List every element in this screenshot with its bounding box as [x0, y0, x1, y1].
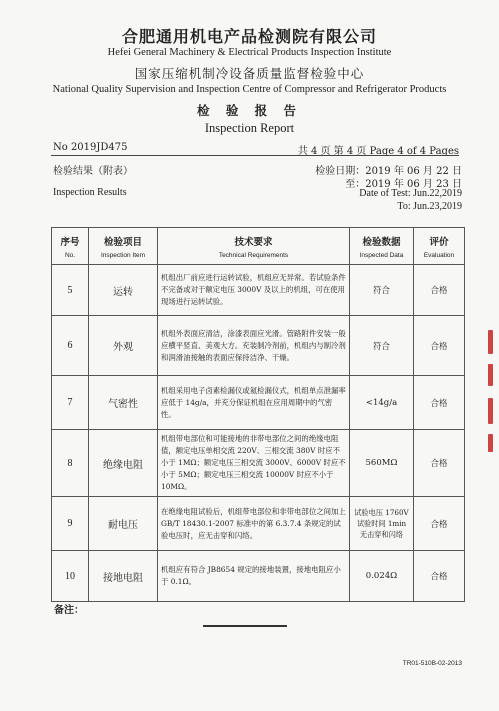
row-evaluation: 合格 — [414, 551, 465, 602]
report-title-en: Inspection Report — [204, 121, 295, 135]
row-evaluation: 合格 — [414, 497, 465, 551]
row-data: 试验电压 1760V 试验时间 1min 无击穿和闪络 — [350, 497, 414, 551]
results-label-cn: 检验结果（附表） — [53, 166, 133, 177]
report-title-cn: 检 验 报 告 — [196, 103, 303, 118]
row-data: 符合 — [350, 316, 414, 376]
seal-fragment — [488, 364, 493, 386]
results-label-en: Inspection Results — [53, 187, 127, 198]
row-no: 6 — [52, 316, 89, 376]
table-row — [52, 430, 465, 497]
to-date-en: To: Jun.23,2019 — [397, 201, 462, 212]
row-requirements: 机组出厂前应进行运转试验，机组应无异常。若试验条件不完备或对于额定电压 3000V 及以上的机组，可在使用现场进行运转试验。 — [158, 265, 350, 316]
signature-line — [203, 625, 287, 627]
header-rule — [51, 155, 459, 156]
remarks-label: 备注： — [54, 605, 84, 616]
row-requirements: 在绝缘电阻试验后，机组带电部位和非带电部位之间加上 GB/T 18430.1-2007 标准中的第 6.3.7.4 条规定的试验电压时，应无击穿和闪络。 — [158, 497, 350, 551]
row-data: 符合 — [350, 265, 414, 316]
table-row — [52, 316, 465, 376]
test-date-cn: 检验日期：2019 年 06 月 22 日 — [315, 166, 462, 177]
center-name-cn: 国家压缩机制冷设备质量监督检验中心 — [134, 66, 365, 81]
col-header-no: 序号 No. — [52, 228, 89, 265]
col-header-item: 检验项目 Inspection Item — [89, 228, 158, 265]
row-evaluation: 合格 — [414, 316, 465, 376]
row-item: 气密性 — [89, 376, 158, 430]
col-header-evaluation: 评价 Evaluation — [414, 228, 465, 265]
row-requirements: 机组外表面应清洁，涂漆表面应光滑。管路附件安装一般应横平竖直、美观大方。充装制冷剂前，机组内与制冷剂和润滑油接触的表面应保持洁净、干燥。 — [158, 316, 350, 376]
row-no: 8 — [52, 430, 89, 497]
seal-fragment — [488, 434, 493, 452]
results-table — [51, 227, 465, 602]
test-date-en: Date of Test: Jun.22,2019 — [359, 188, 462, 199]
row-item: 运转 — [89, 265, 158, 316]
row-no: 7 — [52, 376, 89, 430]
row-no: 10 — [52, 551, 89, 602]
row-evaluation: 合格 — [414, 376, 465, 430]
report-number: No 2019JD475 — [53, 142, 128, 153]
row-data: 0.024Ω — [350, 551, 414, 602]
seal-fragment — [488, 398, 493, 424]
seal-fragment — [488, 330, 493, 354]
table-row — [52, 497, 465, 551]
table-row — [52, 265, 465, 316]
table-row — [52, 376, 465, 430]
row-evaluation: 合格 — [414, 265, 465, 316]
row-requirements: 机组采用电子卤素检漏仪或氦检漏仪式，机组单点泄漏率应低于 14g/a，并充分保证机组在应用周期中的气密性。 — [158, 376, 350, 430]
row-item: 接地电阻 — [89, 551, 158, 602]
row-item: 绝缘电阻 — [89, 430, 158, 497]
col-header-data: 检验数据 Inspected Data — [350, 228, 414, 265]
row-item: 外观 — [89, 316, 158, 376]
row-item: 耐电压 — [89, 497, 158, 551]
row-data: <14g/a — [350, 376, 414, 430]
row-evaluation: 合格 — [414, 430, 465, 497]
row-no: 5 — [52, 265, 89, 316]
page-count: 共 4 页 第 4 页 Page 4 of 4 Pages — [297, 146, 459, 157]
center-name-en: National Quality Supervision and Inspection Centre of Compressor and Refrigerator Products — [52, 84, 447, 95]
row-data: 560MΩ — [350, 430, 414, 497]
table-row — [52, 551, 465, 602]
col-header-requirements: 技术要求 Technical Requirements — [158, 228, 350, 265]
row-requirements: 机组带电部位和可能接地的非带电部位之间的绝缘电阻值，额定电压单相交流 220V、三相交流 380V 时应不小于 1MΩ；额定电压三相交流 3000V、6000V 时应不小于 5MΩ；额定电压三相交流 10000V 时应不小于 10MΩ。 — [158, 430, 350, 497]
org-name-cn: 合肥通用机电产品检测院有限公司 — [121, 27, 377, 46]
table-header-row — [52, 228, 465, 265]
org-name-en: Hefei General Machinery & Electrical Products Inspection Institute — [107, 47, 392, 58]
row-no: 9 — [52, 497, 89, 551]
form-code: TR01-510B-02-2013 — [402, 660, 462, 667]
row-requirements: 机组应有符合 JB8654 规定的接地装置，接地电阻应小于 0.1Ω。 — [158, 551, 350, 602]
to-date-cn: 至：2019 年 06 月 23 日 — [345, 179, 462, 190]
